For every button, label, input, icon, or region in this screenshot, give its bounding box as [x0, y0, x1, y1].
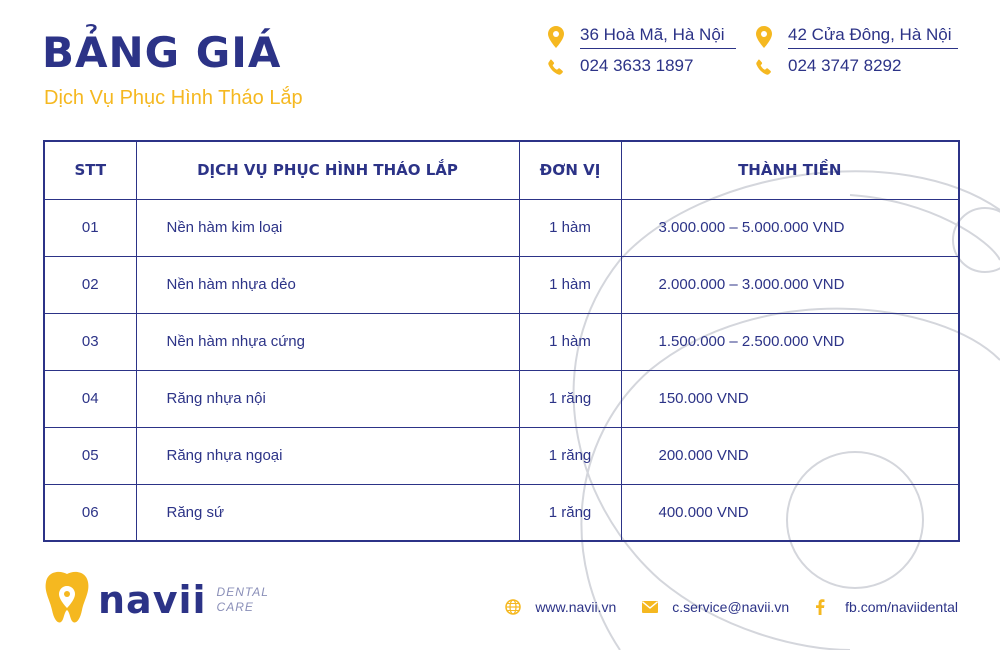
- cell-unit: 1 hàm: [519, 256, 621, 313]
- map-pin-icon: [756, 25, 788, 49]
- facebook-link[interactable]: [815, 598, 958, 616]
- mail-icon: [642, 598, 664, 616]
- cell-stt: 01: [44, 199, 136, 256]
- cell-price: 2.000.000 – 3.000.000 VND: [621, 256, 959, 313]
- phone-row: [756, 52, 958, 82]
- cell-price: 400.000 VND: [621, 484, 959, 541]
- table-row: [44, 484, 959, 541]
- contact-block-2: [756, 22, 958, 82]
- page-title: BẢNG GIÁ: [42, 28, 282, 77]
- email-text[interactable]: c.service@navii.vn: [672, 599, 790, 615]
- cell-service: Nền hàm nhựa cứng: [136, 313, 519, 370]
- cell-service: Răng nhựa nội: [136, 370, 519, 427]
- cell-unit: 1 răng: [519, 370, 621, 427]
- cell-unit: 1 răng: [519, 484, 621, 541]
- tooth-logo-icon: [44, 570, 90, 629]
- phone-icon: [756, 55, 788, 79]
- cell-unit: 1 hàm: [519, 313, 621, 370]
- address-row: [756, 22, 958, 52]
- address-text: 42 Cửa Đông, Hà Nội: [788, 25, 958, 49]
- header-unit: ĐƠN VỊ: [519, 141, 621, 199]
- cell-service: Nền hàm nhựa dẻo: [136, 256, 519, 313]
- cell-stt: 02: [44, 256, 136, 313]
- facebook-icon: [815, 598, 837, 616]
- cell-price: 150.000 VND: [621, 370, 959, 427]
- header-stt: STT: [44, 141, 136, 199]
- cell-stt: 05: [44, 427, 136, 484]
- address-text: 36 Hoà Mã, Hà Nội: [580, 25, 736, 49]
- price-table: [43, 140, 960, 542]
- table-row: [44, 199, 959, 256]
- table-row: [44, 256, 959, 313]
- table-header-row: [44, 141, 959, 199]
- brand-tagline-line-1: DENTAL: [216, 584, 269, 599]
- cell-price: 1.500.000 – 2.500.000 VND: [621, 313, 959, 370]
- brand-tagline-line-2: CARE: [216, 599, 254, 614]
- email-link[interactable]: [642, 598, 789, 616]
- cell-stt: 06: [44, 484, 136, 541]
- cell-service: Răng sứ: [136, 484, 519, 541]
- website-text[interactable]: www.navii.vn: [535, 599, 617, 615]
- cell-price: 200.000 VND: [621, 427, 959, 484]
- phone-row: [548, 52, 736, 82]
- facebook-text[interactable]: fb.com/naviidental: [845, 599, 958, 615]
- table-row: [44, 313, 959, 370]
- cell-service: Nền hàm kim loại: [136, 199, 519, 256]
- header-price: THÀNH TIỀN: [621, 141, 959, 199]
- website-link[interactable]: [505, 598, 616, 616]
- brand-logo: [44, 570, 269, 629]
- cell-stt: 03: [44, 313, 136, 370]
- cell-unit: 1 hàm: [519, 199, 621, 256]
- table-row: [44, 370, 959, 427]
- cell-stt: 04: [44, 370, 136, 427]
- contact-block-1: [548, 22, 736, 82]
- cell-price: 3.000.000 – 5.000.000 VND: [621, 199, 959, 256]
- phone-text[interactable]: 024 3633 1897: [580, 55, 694, 75]
- cell-unit: 1 răng: [519, 427, 621, 484]
- brand-tagline: [217, 585, 269, 615]
- brand-name: navii: [98, 577, 207, 622]
- cell-service: Răng nhựa ngoại: [136, 427, 519, 484]
- header-service: DỊCH VỤ PHỤC HÌNH THÁO LẮP: [136, 141, 519, 199]
- globe-icon: [505, 598, 527, 616]
- address-row: [548, 22, 736, 52]
- table-row: [44, 427, 959, 484]
- map-pin-icon: [548, 25, 580, 49]
- phone-text[interactable]: 024 3747 8292: [788, 55, 902, 75]
- phone-icon: [548, 55, 580, 79]
- footer-links: [479, 598, 958, 616]
- page-subtitle: Dịch Vụ Phục Hình Tháo Lắp: [44, 87, 303, 109]
